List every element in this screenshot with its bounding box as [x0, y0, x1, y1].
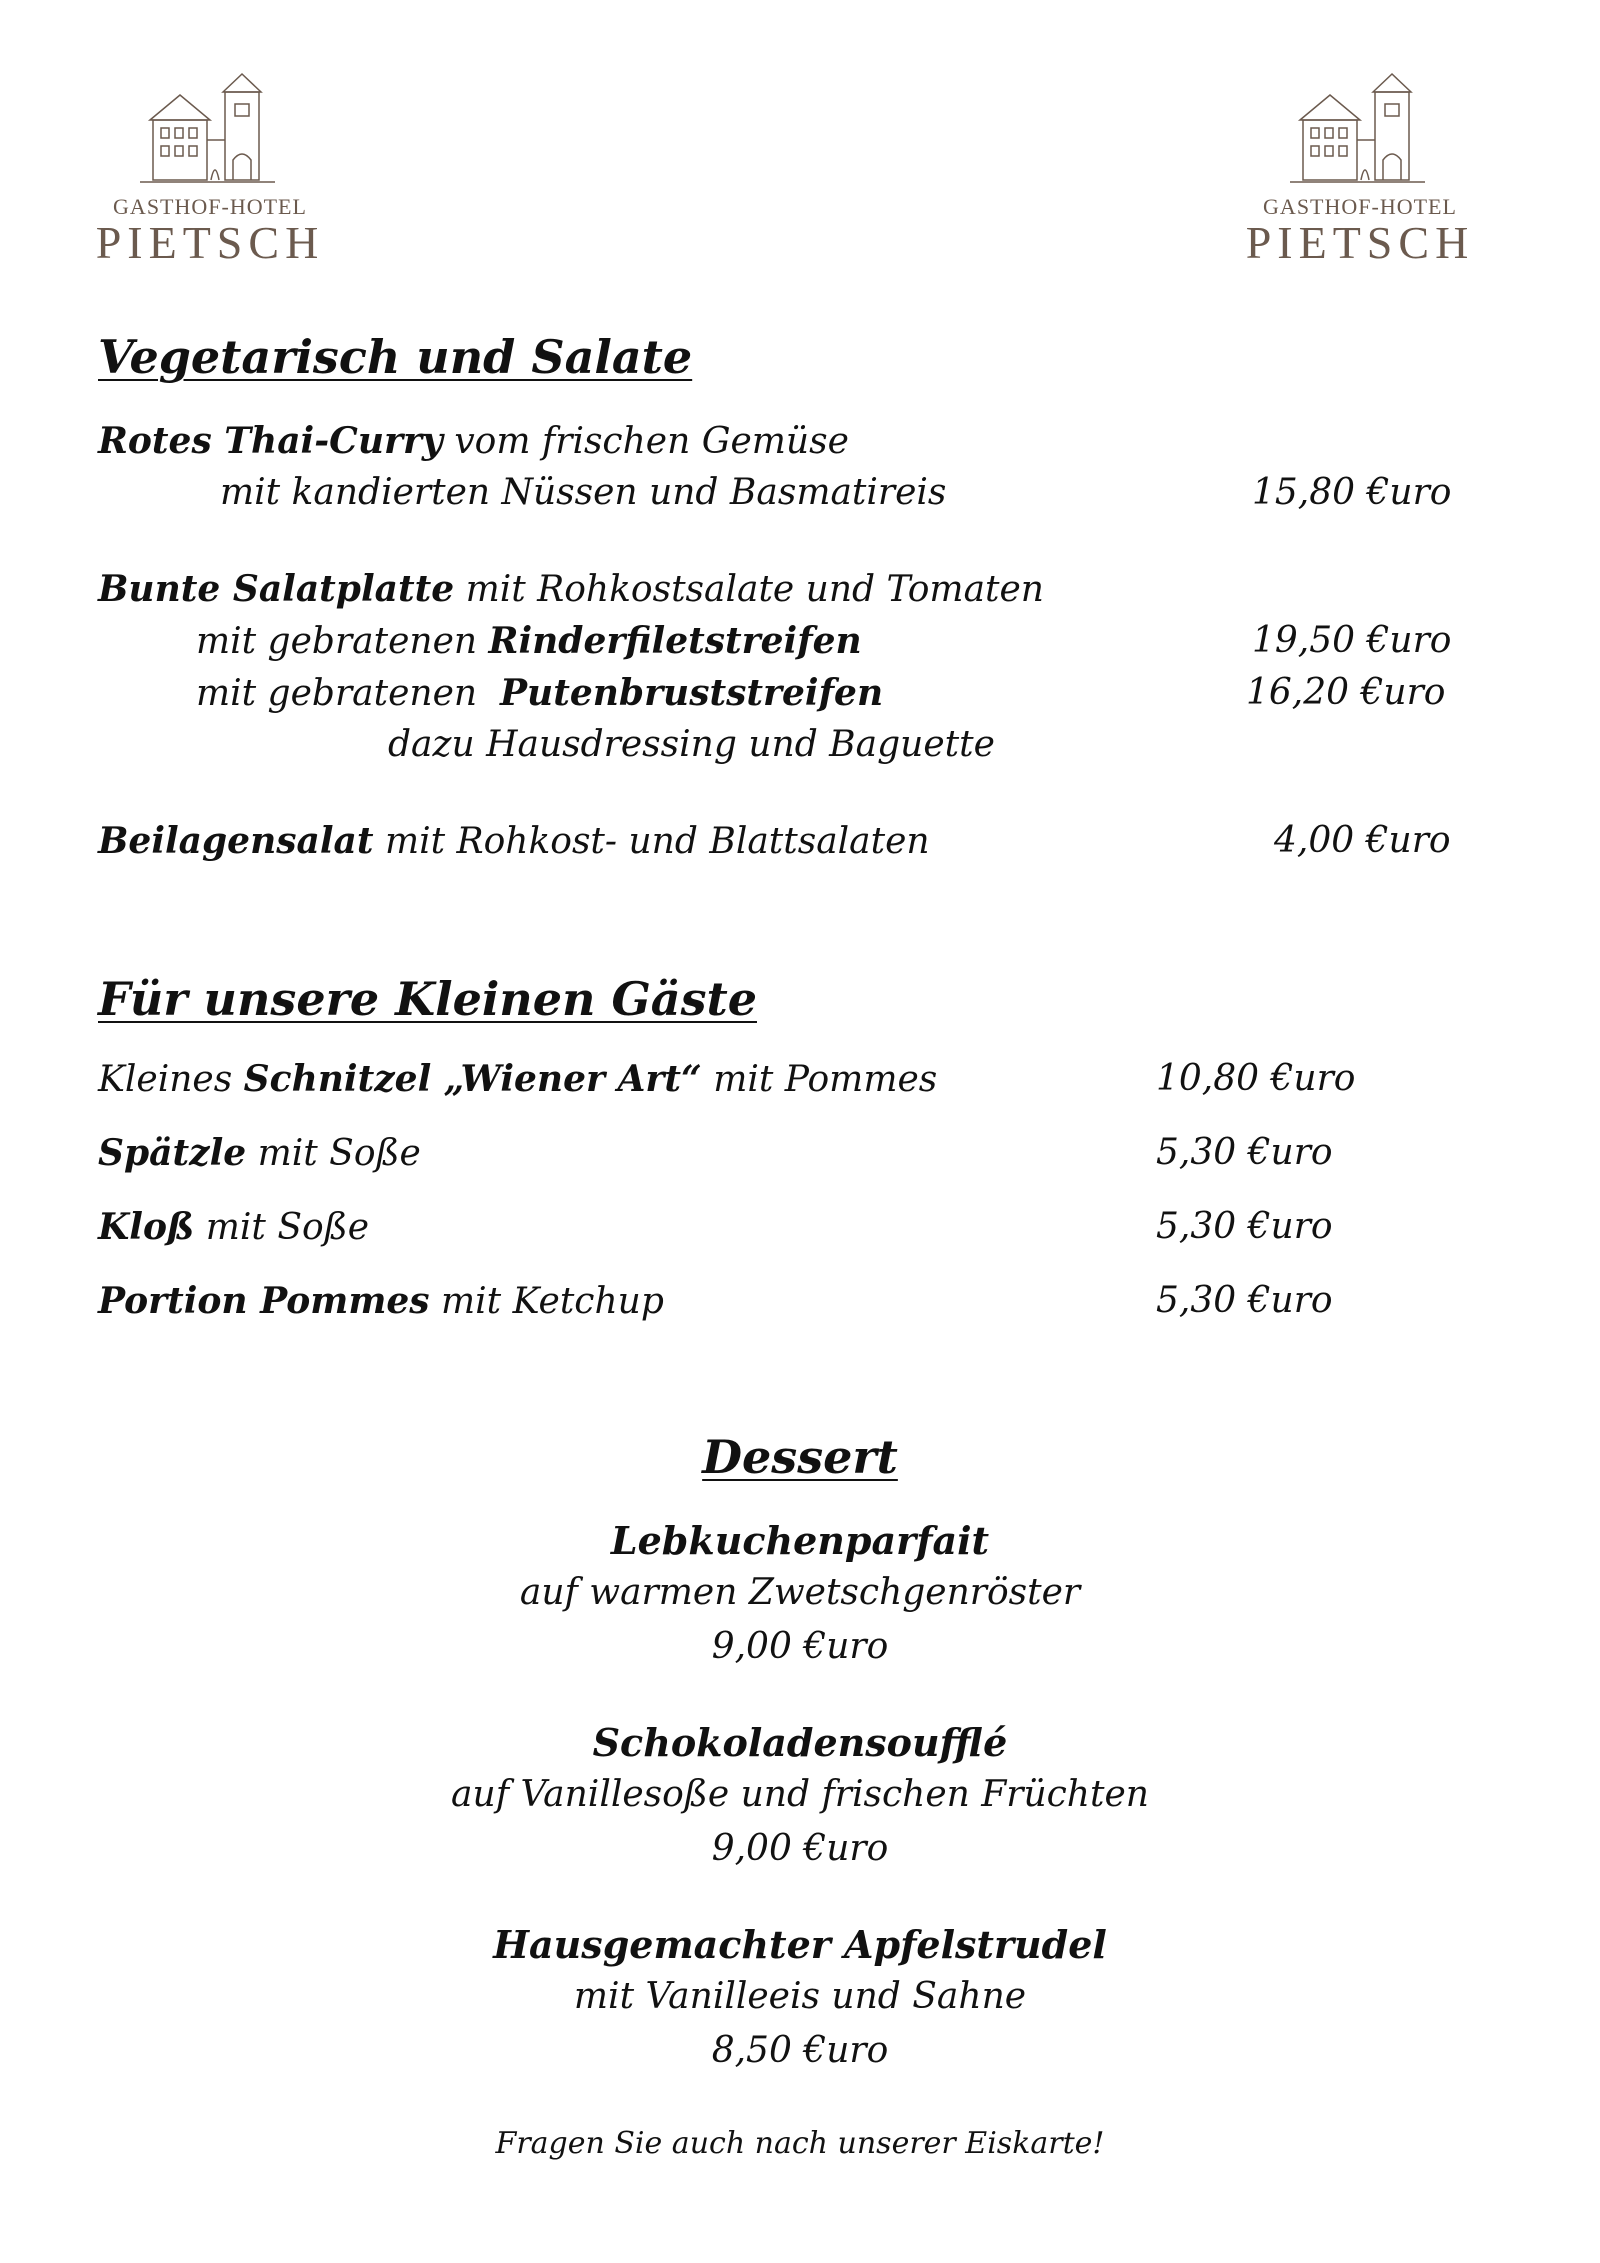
item-desc: mit Ketchup — [441, 1281, 664, 1322]
item-desc: mit Soße — [205, 1207, 370, 1248]
dessert-desc: mit Vanilleeis und Sahne — [573, 1976, 1027, 2017]
menu-item — [98, 1206, 369, 1248]
hotel-logo — [1230, 70, 1490, 300]
logo-subtitle: GASTHOF-HOTEL — [1263, 194, 1457, 219]
menu-item — [98, 420, 849, 462]
logo-subtitle: GASTHOF-HOTEL — [113, 194, 307, 219]
menu-item — [98, 568, 1044, 610]
logo-name: PIETSCH — [1245, 217, 1475, 268]
menu-item — [98, 1132, 421, 1174]
item-price: 4,00 €uro — [1274, 820, 1451, 861]
item-name: Spätzle — [98, 1132, 247, 1174]
dessert-desc: auf Vanillesoße und frischen Früchten — [451, 1774, 1149, 1815]
menu-item — [98, 1280, 664, 1322]
dessert-name: Hausgemachter Apfelstrudel — [493, 1922, 1107, 1967]
item-name: Kloß — [98, 1206, 195, 1248]
item-price: 5,30 €uro — [1156, 1206, 1333, 1247]
item-desc: vom frischen Gemüse — [454, 421, 849, 462]
dessert-desc: auf warmen Zwetschgenröster — [519, 1572, 1081, 1613]
dessert-name: Lebkuchenparfait — [610, 1518, 990, 1563]
item-name: Schnitzel „Wiener Art“ — [243, 1058, 702, 1100]
variant-price: 16,20 €uro — [1246, 672, 1446, 713]
hotel-logo — [80, 70, 340, 300]
variant-price: 19,50 €uro — [1252, 620, 1452, 661]
item-desc-line2: mit kandierten Nüssen und Basmatireis — [220, 472, 947, 513]
item-price: 5,30 €uro — [1156, 1132, 1333, 1173]
item-desc: mit Rohkost- und Blattsalaten — [384, 821, 930, 862]
item-price: 10,80 €uro — [1156, 1058, 1356, 1099]
menu-item — [98, 1058, 937, 1100]
item-pre: Kleines — [98, 1059, 233, 1100]
item-price: 15,80 €uro — [1252, 472, 1452, 513]
item-desc: mit Pommes — [713, 1059, 938, 1100]
variant-prefix: mit gebratenen — [196, 673, 478, 714]
variant-name: Rinderfiletstreifen — [488, 620, 862, 662]
section-title-vegetarisch: Vegetarisch und Salate — [98, 330, 693, 384]
item-price: 5,30 €uro — [1156, 1280, 1333, 1321]
dessert-price: 9,00 €uro — [711, 1828, 889, 1869]
section-title-kinder: Für unsere Kleinen Gäste — [98, 972, 757, 1026]
section-title-dessert: Dessert — [702, 1430, 898, 1484]
item-name: Bunte Salatplatte — [98, 568, 455, 610]
item-name: Rotes Thai-Curry — [98, 420, 443, 462]
item-desc: mit Soße — [257, 1133, 421, 1174]
variant-name: Putenbruststreifen — [499, 672, 884, 714]
logo-name: PIETSCH — [95, 217, 325, 268]
variant-prefix: mit gebratenen — [196, 621, 478, 662]
item-name: Portion Pommes — [98, 1280, 430, 1322]
building-illustration-icon — [1285, 70, 1435, 190]
item-variant — [196, 620, 862, 662]
item-variant — [196, 672, 883, 714]
item-name: Beilagensalat — [98, 820, 374, 862]
dessert-price: 9,00 €uro — [711, 1626, 889, 1667]
dessert-price: 8,50 €uro — [711, 2030, 889, 2071]
dessert-name: Schokoladensoufflé — [592, 1720, 1008, 1765]
item-note: dazu Hausdressing und Baguette — [388, 724, 995, 765]
footer-note: Fragen Sie auch nach unserer Eiskarte! — [495, 2126, 1105, 2161]
item-desc: mit Rohkostsalate und Tomaten — [465, 569, 1044, 610]
building-illustration-icon — [135, 70, 285, 190]
menu-item — [98, 820, 930, 862]
